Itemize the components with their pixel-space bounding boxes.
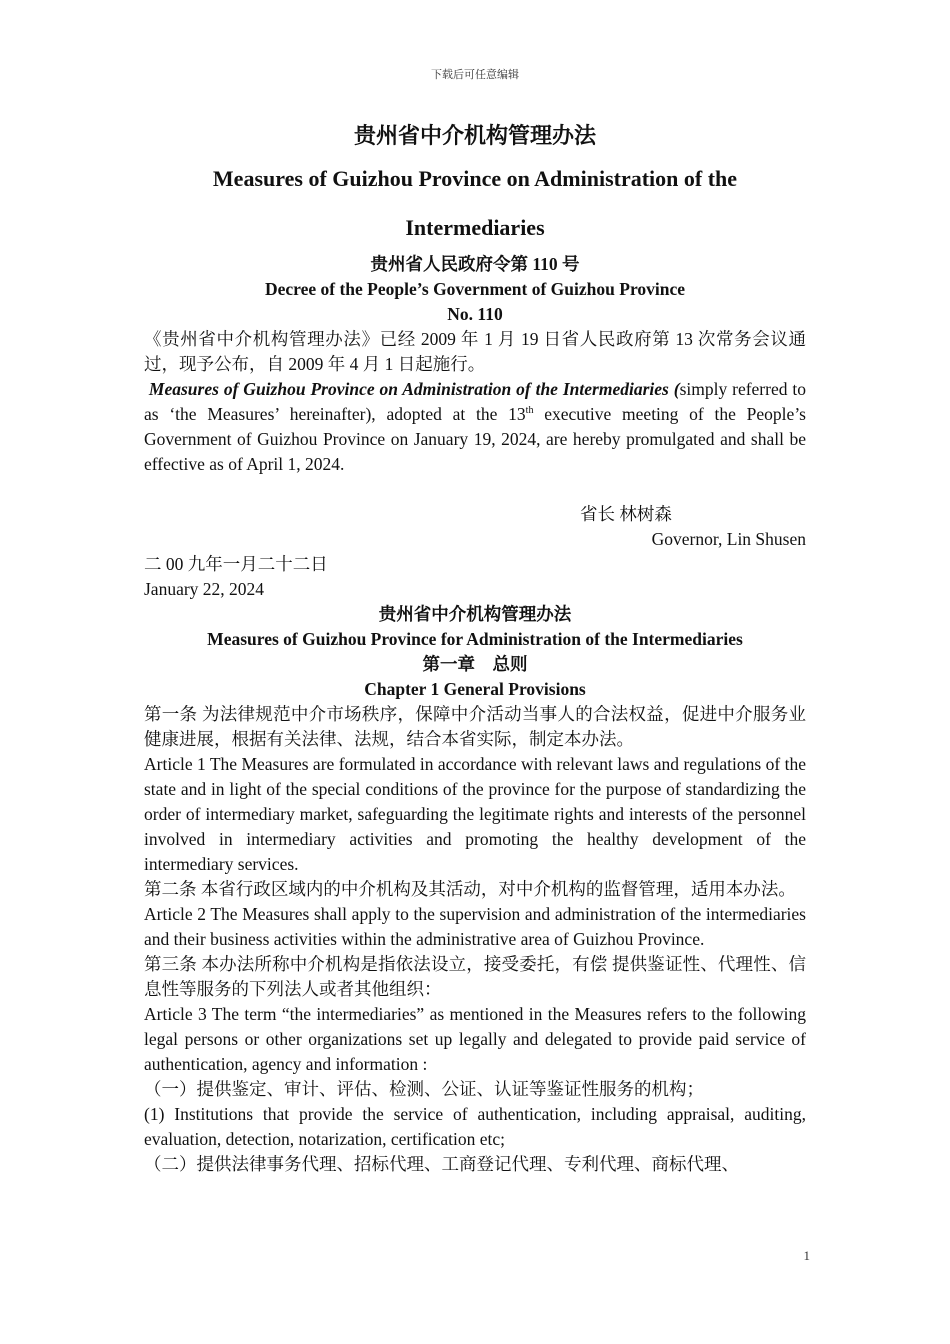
article-1-cn: 第一条 为法律规范中介市场秩序，保障中介活动当事人的合法权益，促进中介服务业健康进展，根据有关法律、法规，结合本省实际，制定本办法。 (144, 704, 806, 749)
signature-en: Governor, Lin Shusen (651, 529, 806, 549)
intro-en-superscript: th (525, 405, 534, 417)
intro-cn: 《贵州省中介机构管理办法》已经 2009 年 1 月 19 日省人民政府第 13 次常务会议通过，现予公布，自 2009 年 4 月 1 日起施行。 (144, 329, 806, 374)
chapter-title-en: Chapter 1 General Provisions (364, 679, 586, 699)
article-2-cn: 第二条 本省行政区域内的中介机构及其活动，对中介机构的监督管理，适用本办法。 (144, 879, 796, 899)
date-cn: 二 00 九年一月二十二日 (144, 554, 328, 574)
article-2-en: Article 2 The Measures shall apply to the supervision and administration of the intermediaries and their business activities within the administrative area of Guizhou Province. (144, 904, 806, 949)
item-1-en: (1) Institutions that provide the service of authentication, including appraisal, auditing, evaluation, detection, notarization, certification etc; (144, 1104, 806, 1149)
item-2-cn: （二）提供法律事务代理、招标代理、工商登记代理、专利代理、商标代理、 (144, 1154, 739, 1174)
document-title-en-line2: Intermediaries (405, 215, 545, 240)
decree-cn: 贵州省人民政府令第 110 号 (370, 254, 580, 274)
article-1-en: Article 1 The Measures are formulated in accordance with relevant laws and regulations of the state and in light of the special conditions of the province for the purpose of standardizing the order of intermediary market, safeguarding the legitimate rights and interests of the personnel involved in intermediary activities and promoting the healthy development of the intermediary services. (144, 754, 806, 874)
document-title-en-line1: Measures of Guizhou Province on Administration of the (212, 166, 738, 191)
measures-title-cn: 贵州省中介机构管理办法 (378, 604, 572, 624)
page-number: 1 (803, 1248, 810, 1263)
intro-en-emph: Measures of Guizhou Province on Administration of the Intermediaries ( (148, 379, 680, 399)
intro-en-part-b: executive meeting of the People’s Government of Guizhou Province on January 19, 2024, are hereby promulgated and shall be effective as of April 1, 2024. (144, 404, 806, 474)
intro-en-part-a: simply referred to as ‘the Measures’ hereinafter), adopted at the 13 (144, 379, 806, 424)
blank-line (144, 477, 806, 502)
date-en: January 22, 2024 (144, 579, 265, 599)
document-body (144, 118, 806, 1177)
signature-cn: 省长 林树森 (580, 504, 672, 524)
measures-title-en: Measures of Guizhou Province for Administration of the Intermediaries (207, 629, 743, 649)
article-3-cn: 第三条 本办法所称中介机构是指依法设立，接受委托，有偿 提供鉴证性、代理性、信息性等服务的下列法人或者其他组织： (144, 954, 806, 999)
item-1-cn: （一）提供鉴定、审计、评估、检测、公证、认证等鉴证性服务的机构； (144, 1079, 704, 1099)
intro-en (144, 377, 806, 477)
decree-en-line1: Decree of the People’s Government of Guizhou Province (264, 279, 686, 299)
header-note: 下载后可任意编辑 (431, 69, 519, 81)
document-title-cn: 贵州省中介机构管理办法 (353, 123, 596, 148)
article-3-en: Article 3 The term “the intermediaries” as mentioned in the Measures refers to the following legal persons or other organizations set up legally and delegated to provide paid service of authentication, agency and information : (144, 1004, 806, 1074)
decree-en-line2: No. 110 (447, 304, 503, 324)
chapter-title-cn: 第一章 总则 (422, 654, 528, 674)
